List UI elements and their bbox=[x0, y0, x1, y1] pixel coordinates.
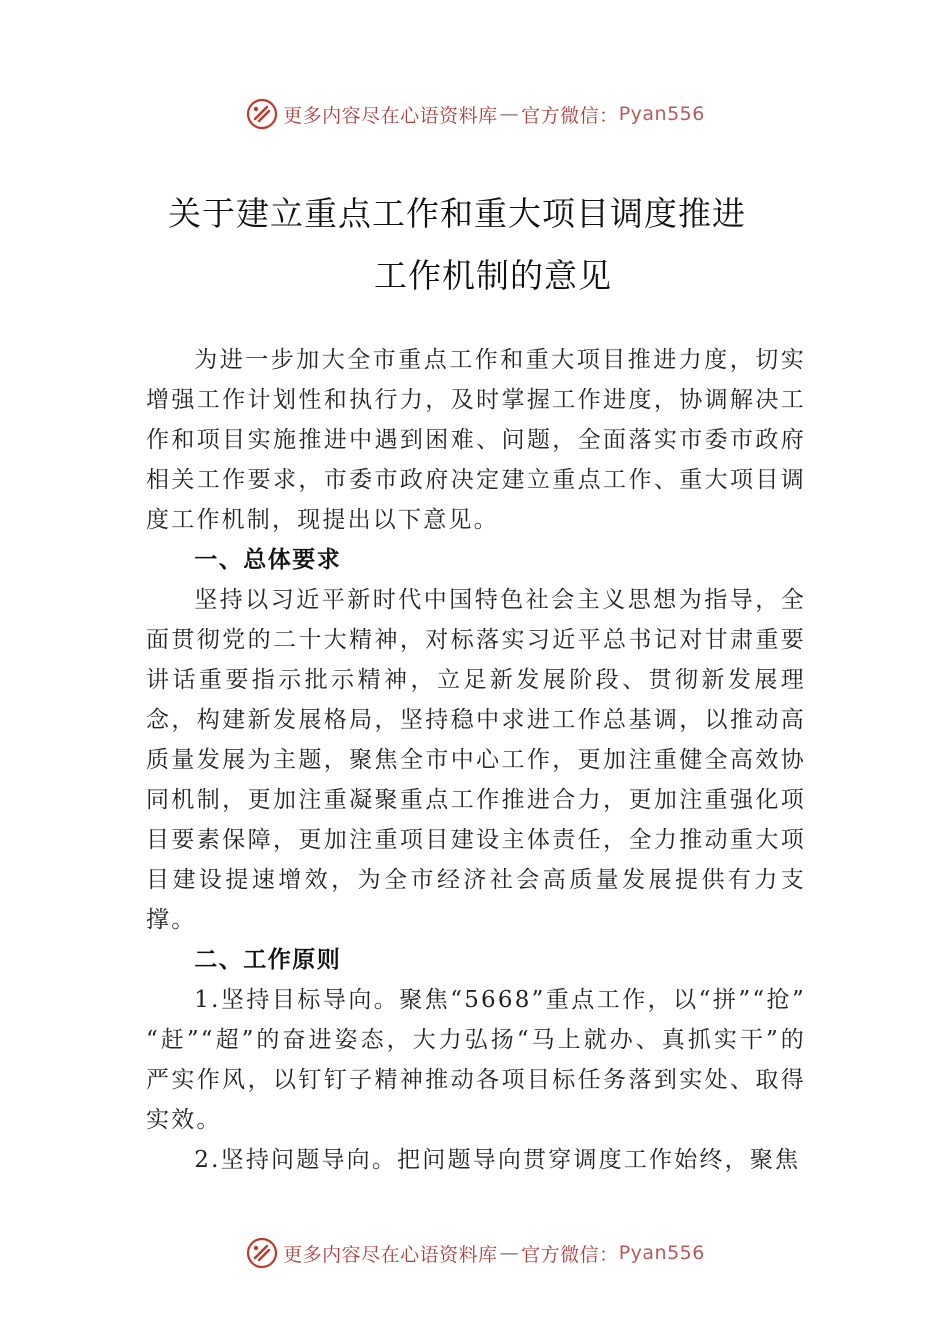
document-title-line-1: 关于建立重点工作和重大项目调度推进 bbox=[168, 194, 746, 233]
watermark-account: Pyan556 bbox=[618, 1242, 705, 1264]
watermark-separator: — bbox=[499, 1242, 520, 1264]
watermark-official: 官方微信： bbox=[521, 104, 619, 127]
watermark-official: 官方微信： bbox=[521, 1243, 619, 1266]
seal-logo-icon bbox=[245, 1236, 279, 1270]
intro-paragraph: 为进一步加大全市重点工作和重大项目推进力度，切实增强工作计划性和执行力，及时掌握工作进度，协调解决工作和项目实施推进中遇到困难、问题，全面落实市委市政府相关工作要求，市委市政府决定建立重点工作、重大项目调度工作机制，现提出以下意见。 bbox=[146, 347, 806, 533]
section-heading-2: 二、工作原则 bbox=[194, 947, 342, 973]
document-title-line-2: 工作机制的意见 bbox=[374, 256, 612, 295]
footer-watermark bbox=[0, 1236, 950, 1270]
document-body bbox=[146, 340, 806, 1180]
principle-2-paragraph: 2.坚持问题导向。把问题导向贯穿调度工作始终，聚焦 bbox=[194, 1147, 801, 1173]
watermark-brand: 更多内容尽在心语资料库 bbox=[283, 104, 498, 127]
watermark-account: Pyan556 bbox=[618, 103, 705, 125]
header-watermark bbox=[0, 97, 950, 131]
watermark-separator: — bbox=[499, 103, 520, 125]
section-heading-1: 一、总体要求 bbox=[194, 547, 342, 573]
principle-1-paragraph: 1.坚持目标导向。聚焦“5668”重点工作，以“拼”“抢” “赶”“超”的奋进姿态，大力弘扬“马上就办、真抓实干”的严实作风，以钉钉子精神推动各项目标任务落到实处、取得实效。 bbox=[146, 987, 806, 1133]
seal-logo-icon bbox=[245, 97, 279, 131]
watermark-brand: 更多内容尽在心语资料库 bbox=[283, 1243, 498, 1266]
section-1-paragraph: 坚持以习近平新时代中国特色社会主义思想为指导，全面贯彻党的二十大精神，对标落实习近平总书记对甘肃重要讲话重要指示批示精神，立足新发展阶段、贯彻新发展理念，构建新发展格局，坚持稳中求进工作总基调，以推动高质量发展为主题，聚焦全市中心工作，更加注重健全高效协同机制，更加注重凝聚重点工作推进合力，更加注重强化项目要素保障，更加注重项目建设主体责任，全力推动重大项目建设提速增效，为全市经济社会高质量发展提供有力支撑。 bbox=[146, 587, 806, 933]
